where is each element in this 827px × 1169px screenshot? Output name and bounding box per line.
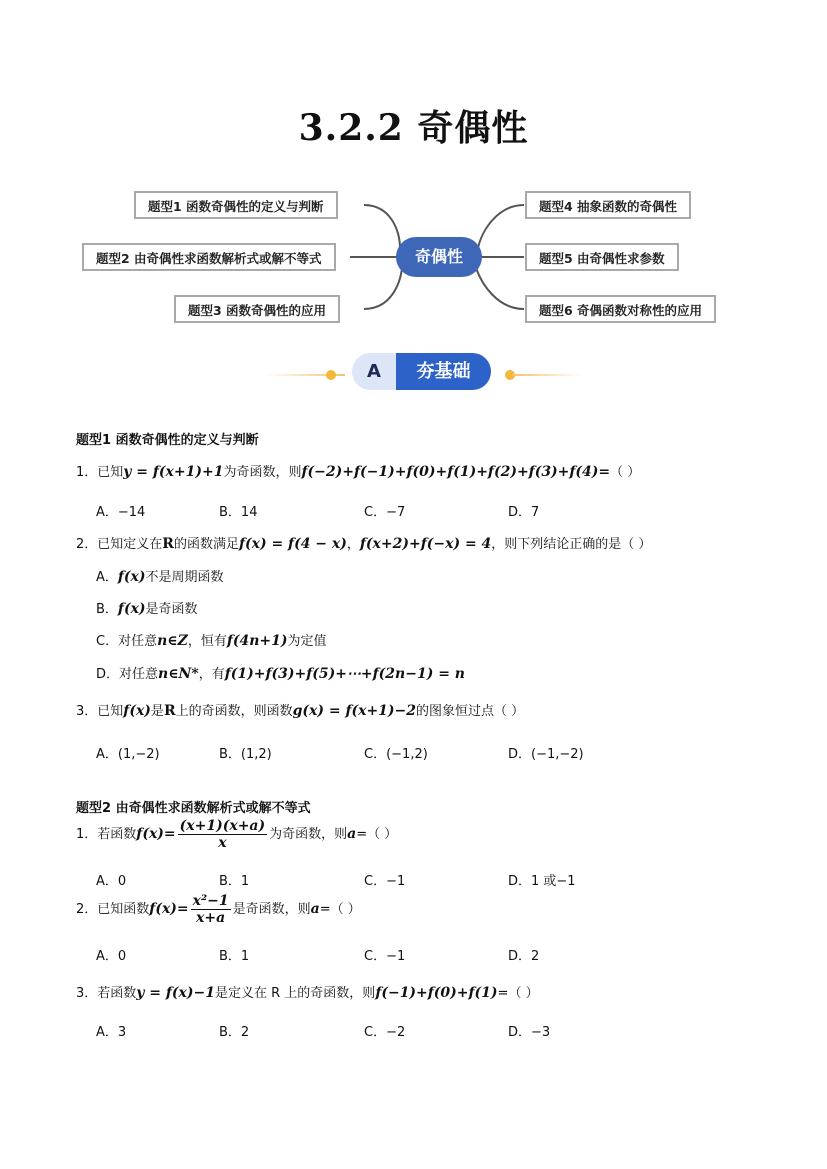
q-text: 已知定义在: [97, 537, 163, 552]
q-math: g(x) = f(x+1)−2: [292, 703, 417, 719]
mindmap-node-type2: 题型2 由奇偶性求函数解析式或解不等式: [82, 243, 336, 271]
q-number: 1．: [76, 465, 98, 480]
q-number: 2．: [76, 902, 98, 917]
s2-q3-option-d: D．−3: [508, 1025, 551, 1040]
badge-left-dot: [326, 370, 336, 380]
q-text: =（ ）: [497, 986, 539, 1001]
q-text: ，: [346, 537, 360, 552]
mindmap-node-type3: 题型3 函数奇偶性的应用: [174, 295, 340, 323]
q-text: 是定义在 R 上的奇函数，则: [215, 986, 376, 1001]
fraction-numerator: x²−1: [192, 893, 229, 909]
s1-q2-option-a: [96, 566, 224, 585]
option-text: 不是周期函数: [145, 570, 224, 585]
badge-letter: A: [352, 353, 396, 390]
q-text: 已知: [97, 704, 124, 719]
option-math: f(x): [117, 569, 146, 585]
s2-q2: [76, 893, 361, 926]
q-text: 的图象恒过点（ ）: [416, 704, 525, 719]
s2-q3-option-b: B．2: [219, 1025, 250, 1040]
s2-q3-option-a: A．3: [96, 1025, 127, 1040]
q-text: =（ ）: [319, 902, 361, 917]
q-math: a: [310, 901, 320, 917]
option-math: n∈Z: [157, 633, 188, 649]
badge-right-line: [512, 374, 582, 376]
q-math: f(−2)+f(−1)+f(0)+f(1)+f(2)+f(3)+f(4)=: [301, 464, 611, 480]
s2-q2-option-a: A．0: [96, 949, 127, 964]
q-number: 2．: [76, 537, 98, 552]
s1-q2-option-b: [96, 598, 198, 617]
section2-title: 题型2 由奇偶性求函数解析式或解不等式: [76, 801, 311, 816]
option-text: 是奇函数: [145, 602, 198, 617]
s1-q3-option-b: B．(1,2): [219, 747, 272, 762]
s2-q1-option-b: B．1: [219, 874, 250, 889]
q-text: ，则下列结论正确的是（ ）: [491, 537, 652, 552]
q-text: 若函数: [97, 827, 137, 842]
q-math: R: [162, 536, 174, 552]
q-text: 的函数满足: [173, 537, 239, 552]
s1-q2: [76, 533, 651, 552]
mindmap-node-type5: 题型5 由奇偶性求参数: [525, 243, 679, 271]
s2-q1-option-a: A．0: [96, 874, 127, 889]
badge-text: 夯基础: [396, 353, 491, 390]
s1-q3-option-c: C．(−1,2): [364, 747, 428, 762]
option-text: ，恒有: [187, 634, 227, 649]
q-text: 为奇函数，则: [223, 465, 302, 480]
q-number: 3．: [76, 986, 98, 1001]
section1-title: 题型1 函数奇偶性的定义与判断: [76, 433, 259, 448]
s2-q2-option-d: D．2: [508, 949, 540, 964]
s2-q3: [76, 982, 539, 1001]
section-badge: [352, 353, 491, 390]
q-math: f(x) = f(4 − x): [238, 536, 347, 552]
option-label: B．: [96, 602, 118, 617]
q-text: 为奇函数，则: [269, 827, 348, 842]
q-math: y = f(x)−1: [136, 985, 215, 1001]
s2-q1-option-c: C．−1: [364, 874, 406, 889]
option-math: f(4n+1): [226, 633, 288, 649]
fraction: [178, 818, 267, 851]
s1-q2-option-c: [96, 630, 327, 649]
option-math: f(1)+f(3)+f(5)+⋯+f(2n−1) = n: [224, 666, 465, 682]
s2-q1-option-d: D．1 或−1: [508, 874, 576, 889]
mindmap-node-type6: 题型6 奇偶函数对称性的应用: [525, 295, 716, 323]
s1-q2-option-d: [96, 663, 465, 682]
option-text: 为定值: [287, 634, 327, 649]
q-math: y = f(x+1)+1: [123, 464, 224, 480]
q-math: f(x): [123, 703, 151, 719]
s1-q1-option-b: B．14: [219, 505, 258, 520]
s2-q2-option-b: B．1: [219, 949, 250, 964]
s2-q1: [76, 818, 397, 851]
mindmap-node-type4: 题型4 抽象函数的奇偶性: [525, 191, 691, 219]
option-math: n∈N*: [158, 666, 199, 682]
q-text: （ ）: [610, 465, 641, 480]
q-text: 是奇函数，则: [232, 902, 311, 917]
s2-q3-option-c: C．−2: [364, 1025, 406, 1040]
q-number: 3．: [76, 704, 98, 719]
s1-q3-option-a: A．(1,−2): [96, 747, 160, 762]
q-math: f(x)=: [136, 826, 176, 842]
s1-q1: [76, 461, 640, 480]
option-label: D．对任意: [96, 667, 159, 682]
q-text: 上的奇函数，则函数: [175, 704, 293, 719]
q-text: =（ ）: [356, 827, 398, 842]
q-text: 已知: [97, 465, 124, 480]
q-math: R: [163, 703, 176, 719]
q-text: 是: [150, 704, 164, 719]
option-label: A．: [96, 570, 118, 585]
mindmap-center: 奇偶性: [396, 237, 482, 277]
s2-q2-option-c: C．−1: [364, 949, 406, 964]
fraction-numerator: (x+1)(x+a): [179, 818, 266, 834]
s1-q1-option-d: D．7: [508, 505, 540, 520]
q-math: f(−1)+f(0)+f(1): [375, 985, 498, 1001]
q-text: 若函数: [97, 986, 137, 1001]
q-number: 1．: [76, 827, 98, 842]
q-math: a: [347, 826, 357, 842]
q-math: f(x)=: [149, 901, 189, 917]
q-math: f(x+2)+f(−x) = 4: [359, 536, 492, 552]
option-math: f(x): [117, 601, 146, 617]
q-text: 已知函数: [97, 902, 150, 917]
option-label: C．对任意: [96, 634, 158, 649]
fraction-denominator: x+a: [196, 910, 226, 926]
page-title: 3.2.2 奇偶性: [298, 107, 529, 149]
mindmap-node-type1: 题型1 函数奇偶性的定义与判断: [134, 191, 338, 219]
s1-q1-option-c: C．−7: [364, 505, 406, 520]
fraction-denominator: x: [218, 835, 227, 851]
s1-q3-option-d: D．(−1,−2): [508, 747, 584, 762]
fraction: [191, 893, 231, 926]
s1-q1-option-a: A．−14: [96, 505, 146, 520]
s1-q3: [76, 700, 524, 719]
option-text: ，有: [198, 667, 225, 682]
